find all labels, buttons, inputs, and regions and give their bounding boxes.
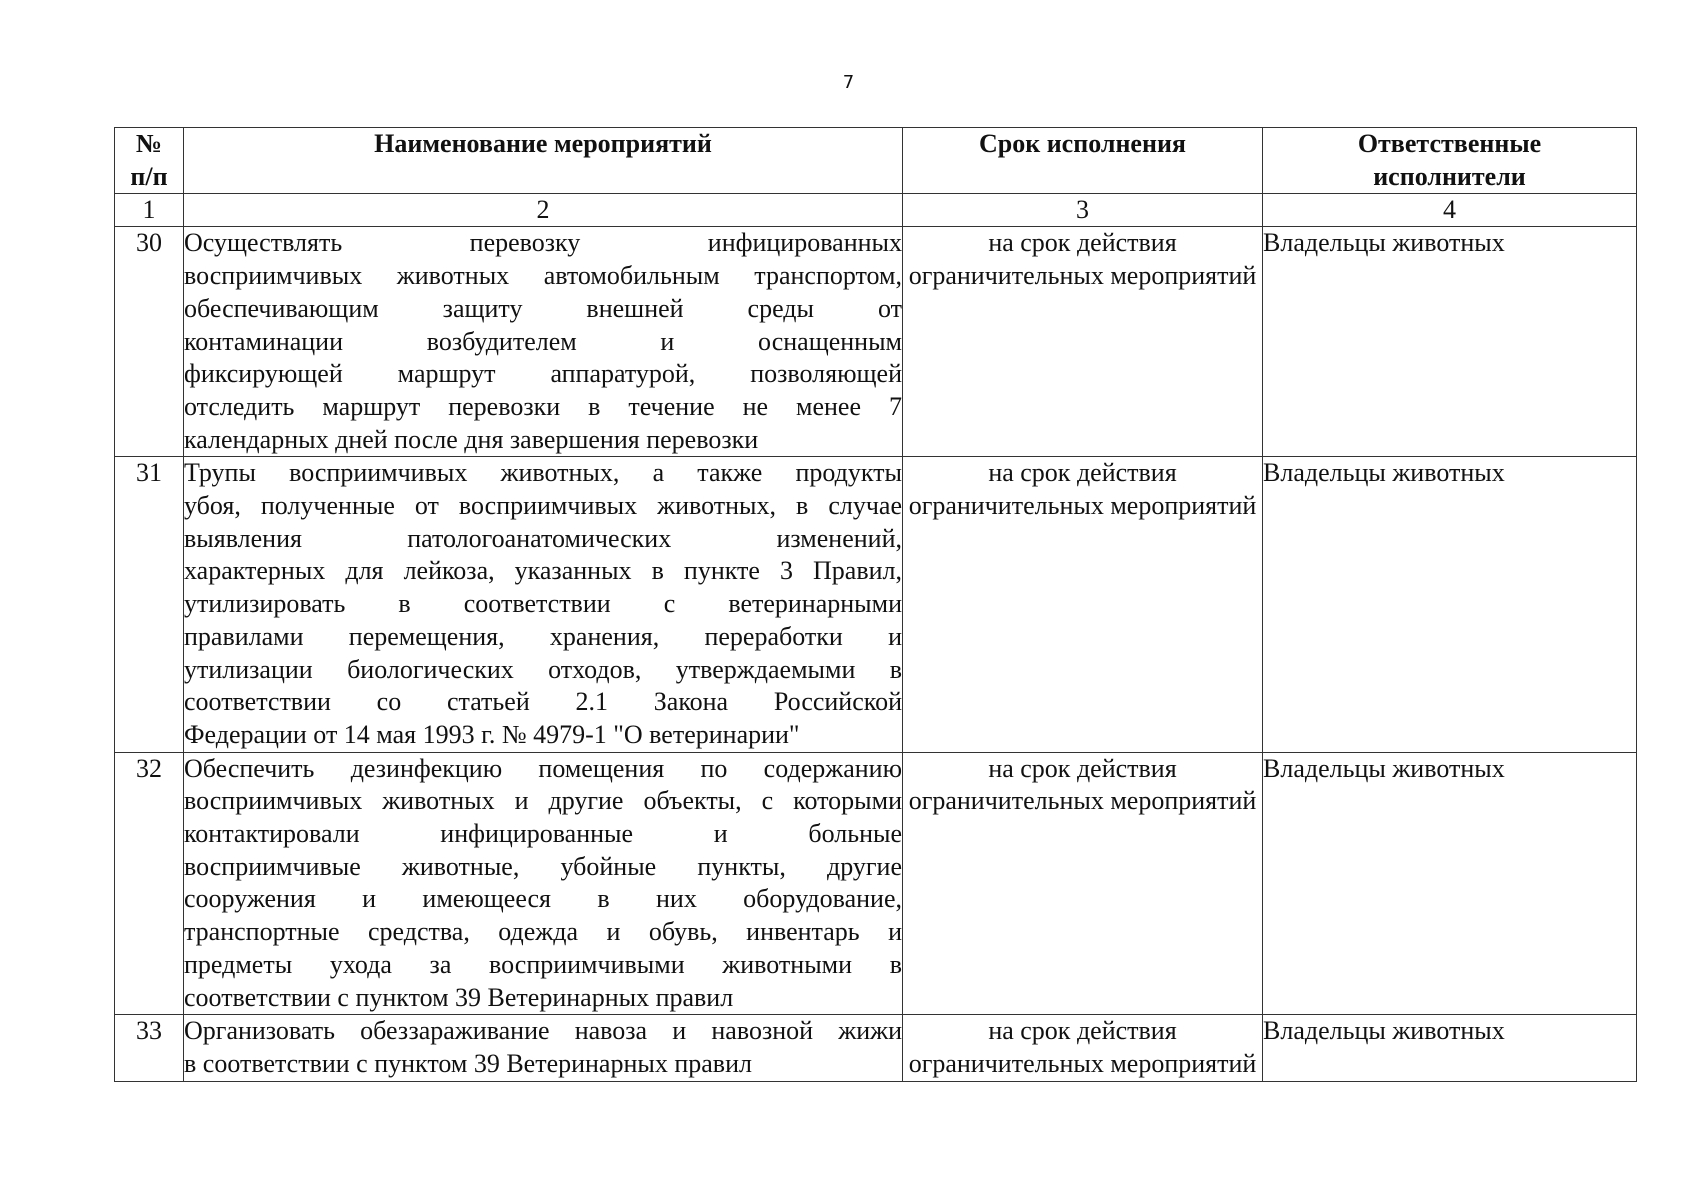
header-deadline [903,128,1263,194]
measure-description [184,752,903,1015]
deadline-cell: на срок действия ограничительных мероприятий [903,1015,1263,1081]
measure-description-line: календарных дней после дня завершения перевозки [184,424,759,454]
measure-description-line: фиксирующей маршрут аппаратурой, позволяющей [184,359,902,389]
measure-description-line: выявления патологоанатомических изменений, [184,523,902,553]
measure-description-line: утилизации биологических отходов, утверждаемыми в [184,654,902,684]
page-number: 7 [842,72,855,93]
responsible-cell: Владельцы животных [1263,457,1637,752]
column-number-row [115,194,1637,227]
measure-description-line: Трупы восприимчивых животных, а также продукты [184,458,902,488]
measures-table [114,127,1637,1082]
measure-description-line: сооружения и имеющееся в них оборудование, [184,884,902,914]
measure-description-line: в соответствии с пунктом 39 Ветеринарных правил [184,1048,752,1078]
measure-description-line: обеспечивающим защиту внешней среды от [184,293,902,323]
measure-description-line: транспортные средства, одежда и обувь, инвентарь и [184,917,902,947]
responsible-cell: Владельцы животных [1263,227,1637,457]
table-body [115,227,1637,1081]
measure-description-line: восприимчивые животные, убойные пункты, другие [184,851,902,881]
column-number: 1 [115,194,184,227]
header-responsible [1263,128,1637,194]
table-row [115,752,1637,1015]
row-number: 30 [115,227,184,457]
header-number [115,128,184,194]
deadline-cell: на срок действия ограничительных мероприятий [903,752,1263,1015]
measure-description-line: соответствии со статьей 2.1 Закона Российской [184,687,902,717]
table-header-row [115,128,1637,194]
table-row [115,227,1637,457]
row-number: 33 [115,1015,184,1081]
responsible-cell: Владельцы животных [1263,1015,1637,1081]
table-row [115,457,1637,752]
row-number: 31 [115,457,184,752]
row-number: 32 [115,752,184,1015]
header-responsible-line1: Ответственные [1357,129,1542,158]
measure-description-line: Обеспечить дезинфекцию помещения по содержанию [184,753,902,783]
measure-description-line: Осуществлять перевозку инфицированных [184,228,902,258]
deadline-cell: на срок действия ограничительных мероприятий [903,457,1263,752]
measure-description-line: восприимчивых животных автомобильным транспортом, [184,261,902,291]
measure-description-line: восприимчивых животных и другие объекты, с которыми [184,786,902,816]
measure-description [184,457,903,752]
column-number: 4 [1263,194,1637,227]
measure-description-line: соответствии с пунктом 39 Ветеринарных правил [184,982,734,1012]
measure-description-line: убоя, полученные от восприимчивых животных, в случае [184,491,902,521]
header-measures [184,128,903,194]
measure-description [184,1015,903,1081]
column-number: 3 [903,194,1263,227]
measure-description-line: Организовать обеззараживание навоза и навозной жижи [184,1016,902,1046]
measure-description [184,227,903,457]
measure-description-line: Федерации от 14 мая 1993 г. № 4979-1 "О ветеринарии" [184,719,800,749]
header-measures-label: Наименование мероприятий [374,129,712,158]
responsible-cell: Владельцы животных [1263,752,1637,1015]
measure-description-line: предметы ухода за восприимчивыми животными в [184,949,902,979]
measure-description-line: правилами перемещения, хранения, переработки и [184,621,902,651]
measure-description-line: контаминации возбудителем и оснащенным [184,326,902,356]
table-row [115,1015,1637,1081]
header-responsible-line2: исполнители [1373,161,1526,191]
column-number: 2 [184,194,903,227]
header-number-line1: № [135,129,163,158]
measure-description-line: характерных для лейкоза, указанных в пункте 3 Правил, [184,556,902,586]
measure-description-line: контактировали инфицированные и больные [184,819,902,849]
header-deadline-label: Срок исполнения [978,129,1186,158]
header-number-line2: п/п [130,161,168,191]
measure-description-line: отследить маршрут перевозки в течение не менее 7 [184,391,902,421]
deadline-cell: на срок действия ограничительных мероприятий [903,227,1263,457]
measure-description-line: утилизировать в соответствии с ветеринарными [184,589,902,619]
